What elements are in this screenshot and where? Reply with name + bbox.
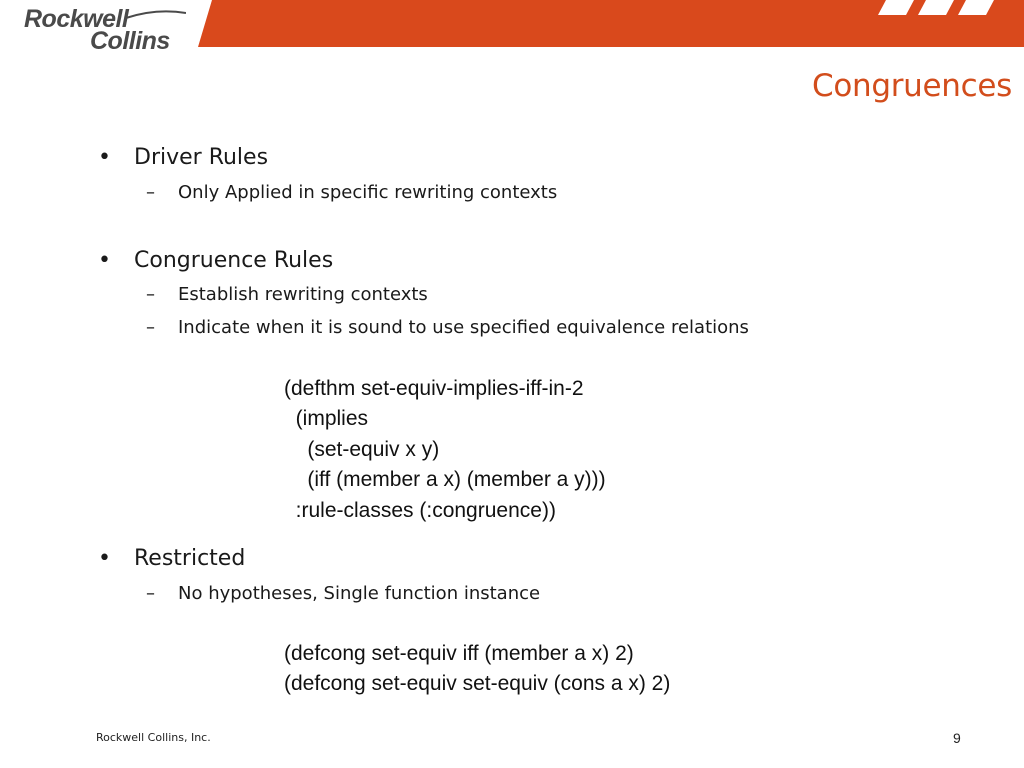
logo-line-1: Rockwell <box>24 5 129 33</box>
sub-marker: – <box>146 583 155 604</box>
code-line: (set-equiv x y) <box>284 437 440 461</box>
code-line: (iff (member a x) (member a y))) <box>284 468 606 492</box>
rockwell-collins-logo <box>24 5 189 55</box>
sub-text: No hypotheses, Single function instance <box>178 583 541 604</box>
code-line: (defthm set-equiv-implies-iff-in-2 <box>284 377 584 400</box>
sub-marker: – <box>146 284 155 305</box>
bullet-marker: • <box>98 546 111 571</box>
sub-text: Indicate when it is sound to use specified equivalence relations <box>178 317 749 338</box>
header-bar <box>198 0 1024 47</box>
bullet-text: Congruence Rules <box>134 248 334 273</box>
sub-marker: – <box>146 317 155 338</box>
logo-swoosh-icon <box>126 10 186 20</box>
bullet-text: Driver Rules <box>134 145 269 170</box>
bullet-marker: • <box>98 145 111 170</box>
sub-text: Only Applied in specific rewriting contexts <box>178 182 558 203</box>
code-block-defthm <box>284 374 606 526</box>
code-block-defcong <box>284 639 670 700</box>
footer-company: Rockwell Collins, Inc. <box>96 731 211 744</box>
bullet-text: Restricted <box>134 546 246 571</box>
bullet-marker: • <box>98 248 111 273</box>
code-line: (implies <box>284 407 369 431</box>
sub-text: Establish rewriting contexts <box>178 284 428 305</box>
logo-line-2: Collins <box>90 27 170 55</box>
slide-title: Congruences <box>811 68 1012 104</box>
code-line: (defcong set-equiv iff (member a x) 2) <box>284 642 634 665</box>
code-line: (defcong set-equiv set-equiv (cons a x) 2) <box>284 672 671 696</box>
page-number: 9 <box>953 730 961 746</box>
code-line: :rule-classes (:congruence)) <box>284 498 556 522</box>
sub-marker: – <box>146 182 155 203</box>
